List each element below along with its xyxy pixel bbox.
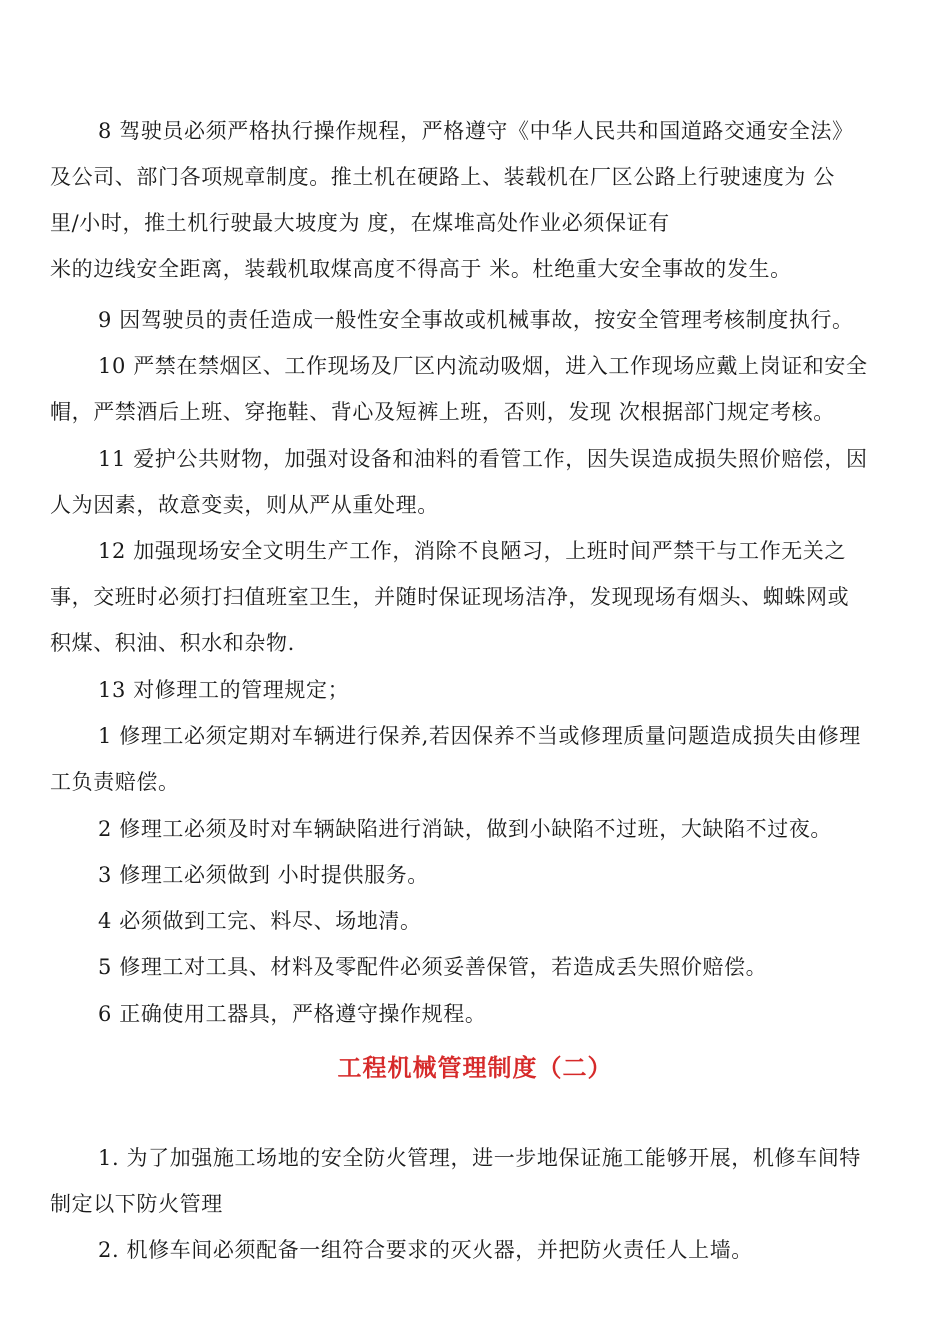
text-line: 积煤、积油、积水和杂物. bbox=[50, 631, 295, 655]
text-line: 12 加强现场安全文明生产工作，消除不良陋习，上班时间严禁干与工作无关之 bbox=[98, 539, 846, 563]
paragraph-repair-1 bbox=[50, 713, 900, 805]
text-line: 2. 机修车间必须配备一组符合要求的灭火器，并把防火责任人上墙。 bbox=[98, 1238, 753, 1262]
text-line: 11 爱护公共财物，加强对设备和油料的看管工作，因失误造成损失照价赔偿，因 bbox=[98, 447, 868, 471]
paragraph-repair-4 bbox=[50, 898, 900, 944]
paragraph-repair-5 bbox=[50, 944, 900, 990]
text-line: 人为因素，故意变卖，则从严从重处理。 bbox=[50, 493, 439, 517]
text-line: 4 必须做到工完、料尽、场地清。 bbox=[98, 909, 422, 933]
text-line: 帽，严禁酒后上班、穿拖鞋、背心及短裤上班，否则，发现 次根据部门规定考核。 bbox=[50, 400, 835, 424]
text-line: 里/小时，推土机行驶最大坡度为 度，在煤堆高处作业必须保证有 bbox=[50, 211, 670, 235]
text-line: 8 驾驶员必须严格执行操作规程，严格遵守《中华人民共和国道路交通安全法》 bbox=[98, 119, 854, 143]
paragraph-rule-8 bbox=[50, 108, 900, 292]
text-line: 1. 为了加强施工场地的安全防火管理，进一步地保证施工能够开展，机修车间特 bbox=[98, 1146, 861, 1170]
text-line: 1 修理工必须定期对车辆进行保养,若因保养不当或修理质量问题造成损失由修理 bbox=[98, 724, 861, 748]
text-line: 米的边线安全距离，装载机取煤高度不得高于 米。杜绝重大安全事故的发生。 bbox=[50, 257, 792, 281]
paragraph-rule-12 bbox=[50, 528, 900, 666]
text-line: 及公司、部门各项规章制度。推土机在硬路上、装载机在厂区公路上行驶速度为 公 bbox=[50, 165, 835, 189]
paragraph-repair-3 bbox=[50, 852, 900, 898]
text-line: 事，交班时必须打扫值班室卫生，并随时保证现场洁净，发现现场有烟头、蜘蛛网或 bbox=[50, 585, 850, 609]
text-line: 5 修理工对工具、材料及零配件必须妥善保管，若造成丢失照价赔偿。 bbox=[98, 955, 768, 979]
text-line: 13 对修理工的管理规定； bbox=[98, 678, 350, 702]
paragraph-fire-2 bbox=[50, 1227, 900, 1273]
text-line: 2 修理工必须及时对车辆缺陷进行消缺，做到小缺陷不过班，大缺陷不过夜。 bbox=[98, 817, 833, 841]
paragraph-repair-6 bbox=[50, 991, 900, 1037]
text-line: 9 因驾驶员的责任造成一般性安全事故或机械事故，按安全管理考核制度执行。 bbox=[98, 308, 854, 332]
paragraph-rule-13 bbox=[50, 667, 900, 713]
text-line: 制定以下防火管理 bbox=[50, 1192, 223, 1216]
paragraph-rule-11 bbox=[50, 436, 900, 528]
text-line: 10 严禁在禁烟区、工作现场及厂区内流动吸烟，进入工作现场应戴上岗证和安全 bbox=[98, 354, 868, 378]
paragraph-rule-9 bbox=[50, 297, 900, 343]
text-line: 工负责赔偿。 bbox=[50, 770, 180, 794]
paragraph-rule-10 bbox=[50, 343, 900, 435]
text-line: 6 正确使用工器具，严格遵守操作规程。 bbox=[98, 1002, 487, 1026]
paragraph-repair-2 bbox=[50, 806, 900, 852]
section-heading: 工程机械管理制度（二） bbox=[337, 1053, 613, 1082]
text-line: 3 修理工必须做到 小时提供服务。 bbox=[98, 863, 429, 887]
paragraph-fire-1 bbox=[50, 1135, 900, 1227]
